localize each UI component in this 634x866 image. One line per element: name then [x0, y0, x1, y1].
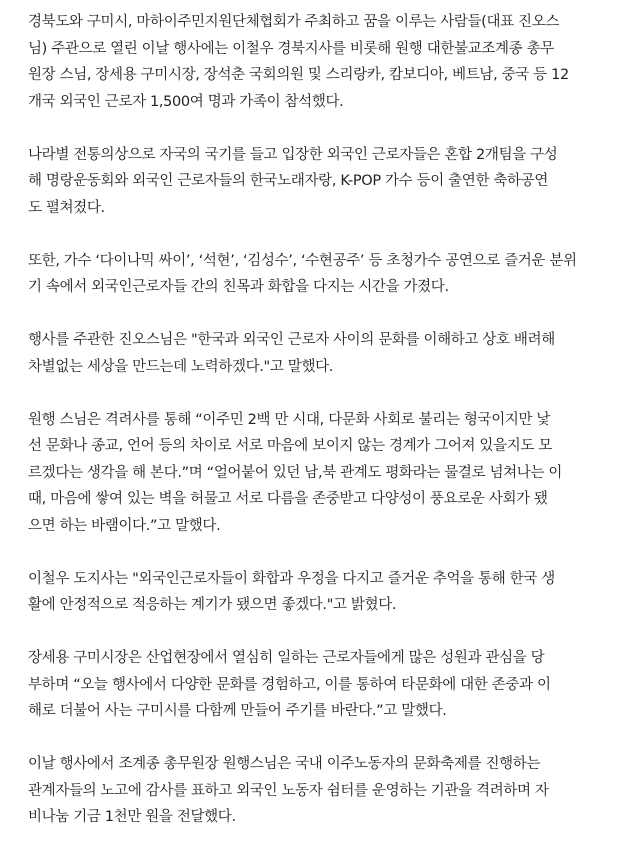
text-line: 부하며 “오늘 행사에서 다양한 문화를 경험하고, 이를 통하여 타문화에 대한 존중과 이	[28, 676, 551, 693]
text-line: 비나눔 기금 1천만 원을 전달했다.	[28, 809, 236, 825]
text-line: 행사를 주관한 진오스님은 "한국과 외국인 근로자 사이의 문화를 이해하고 상호 배려해	[28, 332, 555, 348]
paragraph	[28, 407, 620, 540]
text-line: 원장 스님, 장세용 구미시장, 장석춘 국회의원 및 스리랑카, 캄보디아, 베트남, 중국 등 12	[28, 67, 569, 83]
paragraph	[28, 327, 620, 380]
paragraph	[28, 645, 620, 725]
paragraph	[28, 751, 620, 831]
paragraph	[28, 9, 620, 115]
text-line: 관계자들의 노고에 감사를 표하고 외국인 노동자 쉼터를 운영하는 기관을 격려하며 자	[28, 782, 549, 799]
text-line: 활에 안정적으로 적응하는 계기가 됐으면 좋겠다."고 밝혔다.	[28, 597, 397, 613]
text-line: 개국 외국인 근로자 1,500여 명과 가족이 참석했다.	[28, 93, 344, 110]
text-line: 때, 마음에 쌓여 있는 벽을 허물고 서로 다름을 존중받고 다양성이 풍요로운 사회가 됐	[28, 491, 548, 507]
text-line: 차별없는 세상을 만드는데 노력하겠다."고 말했다.	[28, 358, 334, 375]
text-line: 님) 주관으로 열린 이날 행사에는 이철우 경북지사를 비롯해 원행 대한불교조계종 총무	[28, 40, 554, 57]
text-line: 원행 스님은 격려사를 통해 “이주민 2백 만 시대, 다문화 사회로 불리는 형국이지만 낯	[28, 411, 551, 428]
text-line: 기 속에서 외국인근로자들 간의 친목과 화합을 다지는 시간을 가졌다.	[28, 279, 449, 295]
article-body	[28, 9, 620, 831]
paragraph	[28, 248, 620, 301]
text-line: 이날 행사에서 조계종 총무원장 원행스님은 국내 이주노동자의 문화축제를 진행하는	[28, 756, 541, 772]
paragraph	[28, 142, 620, 222]
text-line: 장세용 구미시장은 산업현장에서 열심히 일하는 근로자들에게 많은 성원과 관심을 당	[28, 650, 545, 666]
text-line: 나라별 전통의상으로 자국의 국기를 들고 입장한 외국인 근로자들은 혼합 2개팀을 구성	[28, 146, 558, 163]
text-line: 선 문화나 종교, 언어 등의 차이로 서로 마음에 보이지 않는 경계가 그어져 있을지도 모	[28, 438, 552, 454]
paragraph	[28, 566, 620, 619]
text-line: 이철우 도지사는 "외국인근로자들이 화합과 우정을 다지고 즐거운 추억을 통해 한국 생	[28, 570, 555, 587]
text-line: 도 펼쳐졌다.	[28, 199, 105, 216]
text-line: 또한, 가수 ‘다이나믹 싸이’, ‘석현’, ‘김성수’, ‘수현공주’ 등 초청가수 공연으로 즐거운 분위	[28, 252, 577, 269]
text-line: 경북도와 구미시, 마하이주민지원단체협회가 주최하고 꿈을 이루는 사람들(대표 진오스	[28, 14, 560, 30]
text-line: 해로 더불어 사는 구미시를 다함께 만들어 주기를 바란다.”고 말했다.	[28, 703, 447, 719]
text-line: 으면 하는 바램이다.”고 말했다.	[28, 517, 221, 534]
text-line: 해 명랑운동회와 외국인 근로자들의 한국노래자랑, K-POP 가수 등이 출연한 축하공연	[28, 173, 548, 189]
text-line: 르겠다는 생각을 해 본다.”며 “얼어붙어 있던 남,북 관계도 평화라는 물결로 넘쳐나는 이	[28, 464, 563, 481]
